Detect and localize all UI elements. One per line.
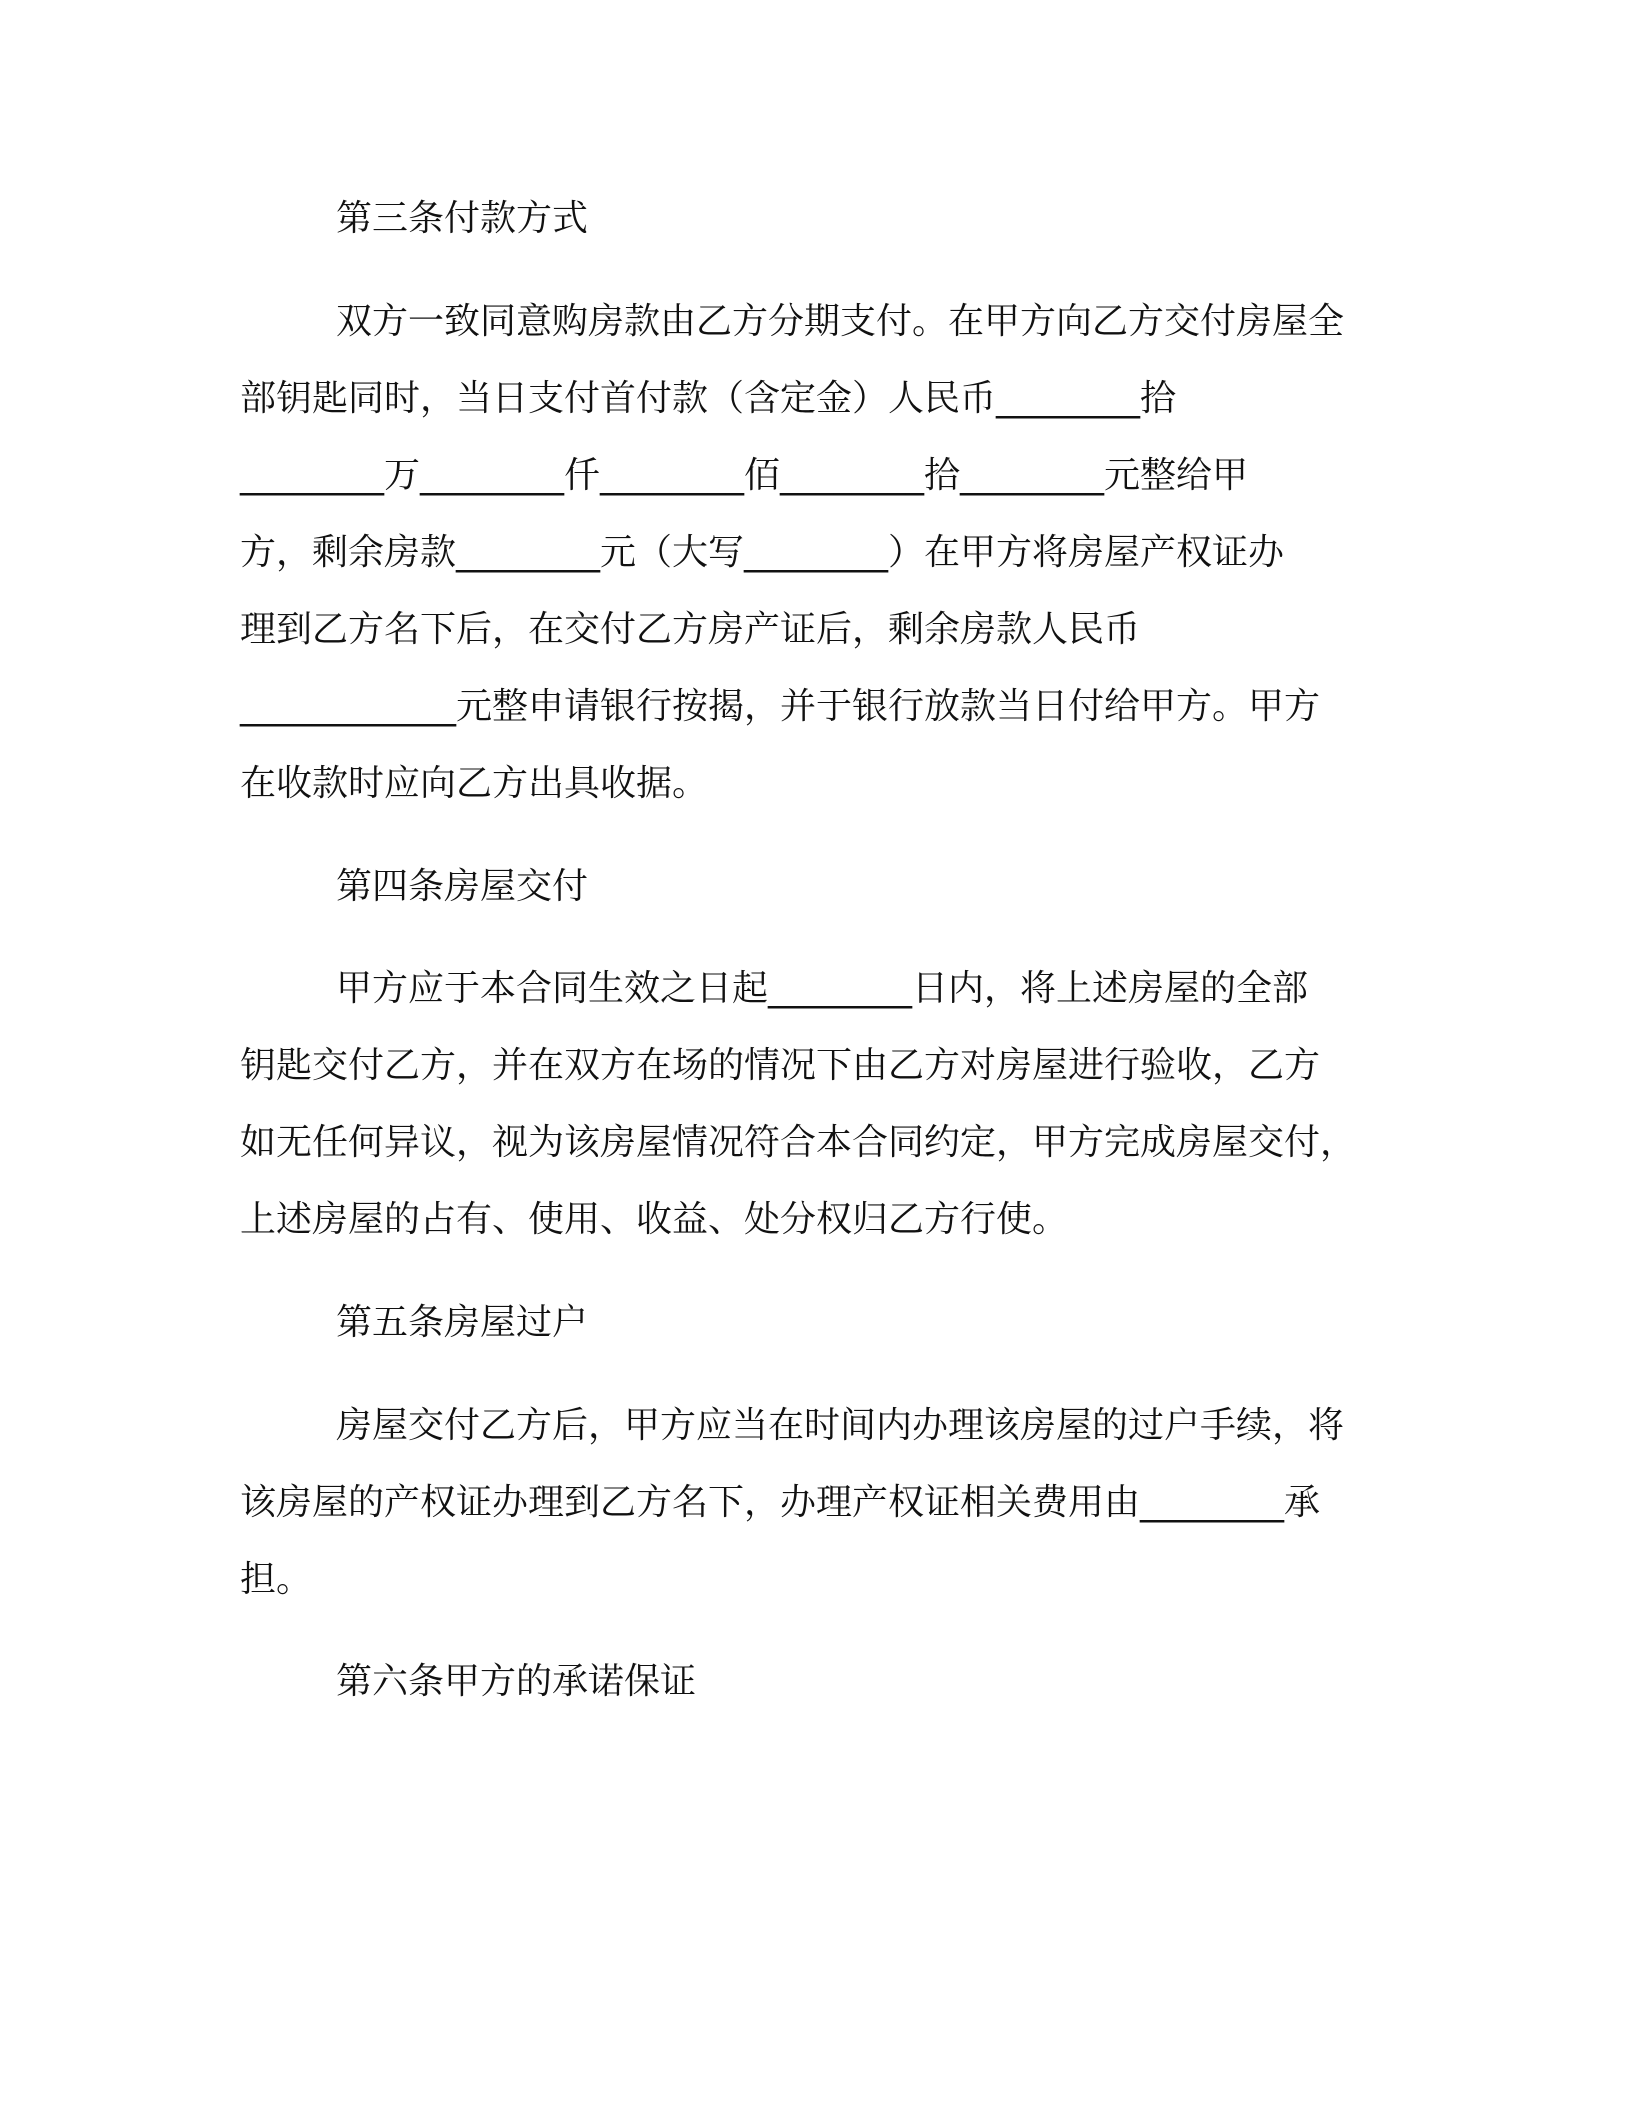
section-heading-4: 第四条房屋交付	[336, 866, 589, 907]
paragraph-line: ____________元整申请银行按揭，并于银行放款当日付给甲方。甲方	[240, 686, 1321, 727]
paragraph-line: 房屋交付乙方后，甲方应当在时间内办理该房屋的过户手续，将	[336, 1405, 1345, 1446]
paragraph-line: 如无任何异议，视为该房屋情况符合本合同约定，甲方完成房屋交付，	[240, 1122, 1357, 1163]
paragraph-line: 双方一致同意购房款由乙方分期支付。在甲方向乙方交付房屋全	[336, 301, 1345, 342]
paragraph-line: 上述房屋的占有、使用、收益、处分权归乙方行使。	[240, 1199, 1069, 1240]
paragraph-line: ________万________仟________佰________拾________元整给甲	[240, 455, 1249, 496]
section-heading-6: 第六条甲方的承诺保证	[336, 1661, 697, 1702]
paragraph-line: 担。	[240, 1559, 313, 1600]
paragraph-line: 方，剩余房款________元（大写________）在甲方将房屋产权证办	[240, 532, 1285, 573]
paragraph-line: 在收款时应向乙方出具收据。	[240, 763, 709, 804]
paragraph-line: 理到乙方名下后，在交付乙方房产证后，剩余房款人民币	[240, 609, 1141, 650]
paragraph-line: 部钥匙同时，当日支付首付款（含定金）人民币________拾	[240, 378, 1177, 419]
paragraph-line: 钥匙交付乙方，并在双方在场的情况下由乙方对房屋进行验收，乙方	[240, 1045, 1321, 1086]
paragraph-line: 该房屋的产权证办理到乙方名下，办理产权证相关费用由________承	[240, 1482, 1321, 1523]
section-heading-5: 第五条房屋过户	[336, 1302, 589, 1343]
paragraph-line: 甲方应于本合同生效之日起________日内，将上述房屋的全部	[336, 968, 1309, 1009]
section-heading-3: 第三条付款方式	[336, 198, 589, 239]
